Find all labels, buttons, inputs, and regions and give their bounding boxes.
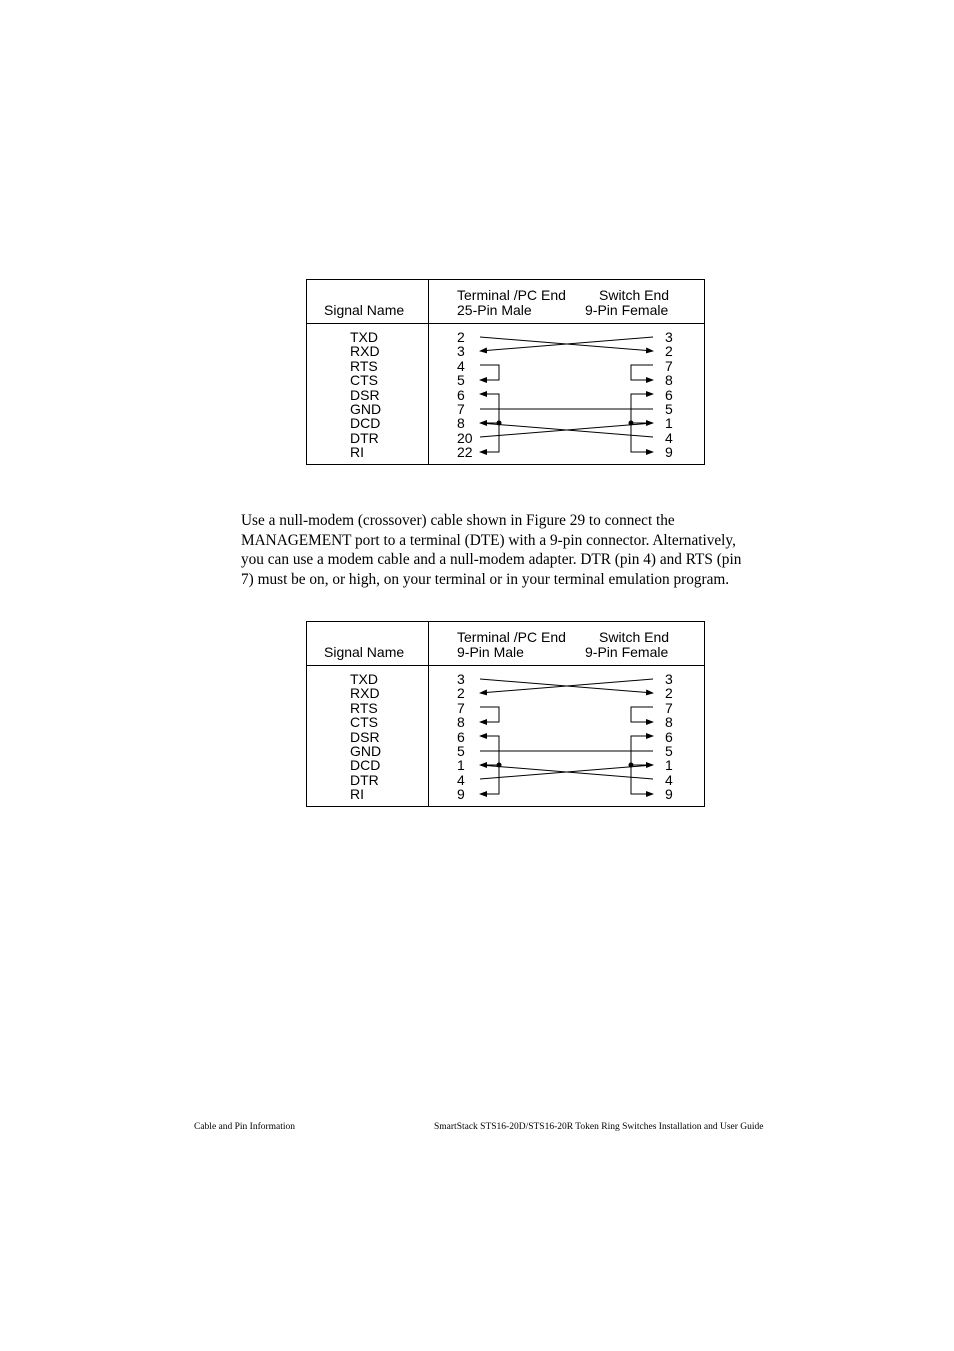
right-junction-dot <box>629 763 634 768</box>
paragraph-line: Use a null-modem (crossover) cable shown in Figure 29 to connect the <box>241 512 675 529</box>
signal-name: RXD <box>350 685 380 702</box>
switch-pin: 9 <box>665 444 673 461</box>
left-junction-dot <box>497 421 502 426</box>
switch-pin: 8 <box>665 714 673 731</box>
signal-name: RXD <box>350 343 380 360</box>
footer-document-title: SmartStack STS16-20D/STS16-20R Token Ring Switches Installation and User Guide <box>434 1122 764 1132</box>
terminal-end-header: Terminal /PC End <box>457 629 566 645</box>
signal-name: GND <box>350 742 382 759</box>
switch-pin: 3 <box>665 671 673 687</box>
left-ri-wire <box>480 765 499 794</box>
signal-name: DSR <box>350 386 380 403</box>
switch-pin: 5 <box>665 400 673 417</box>
signal-name: DTR <box>350 429 379 446</box>
left-rts-cts-loop <box>480 365 499 380</box>
signal-name: RI <box>350 786 364 803</box>
terminal-pin: 2 <box>457 329 465 345</box>
footer-section-title: Cable and Pin Information <box>194 1122 296 1132</box>
switch-pin: 1 <box>665 415 673 432</box>
terminal-pin: 8 <box>457 714 465 731</box>
right-rts-cts-loop <box>631 707 653 722</box>
right-junction-dot <box>629 421 634 426</box>
terminal-pin: 4 <box>457 771 465 788</box>
terminal-pin: 5 <box>457 742 465 759</box>
signal-name: RI <box>350 444 364 461</box>
right-ri-wire <box>631 765 653 794</box>
left-rts-cts-loop <box>480 707 499 722</box>
signal-name: RTS <box>350 357 378 374</box>
switch-pin: 9 <box>665 786 673 803</box>
terminal-connector-header: 25-Pin Male <box>457 302 532 318</box>
signal-name: TXD <box>350 329 378 345</box>
terminal-end-header: Terminal /PC End <box>457 287 566 303</box>
body-paragraph <box>241 511 771 589</box>
terminal-pin: 3 <box>457 343 465 360</box>
paragraph-line: 7) must be on, or high, on your terminal or in your terminal emulation program. <box>241 570 730 588</box>
terminal-pin: 9 <box>457 786 465 803</box>
switch-connector-header: 9-Pin Female <box>585 302 669 318</box>
terminal-pin: 6 <box>457 728 465 745</box>
paragraph-line: MANAGEMENT port to a terminal (DTE) with a 9-pin connector. Alternatively, <box>241 531 736 549</box>
terminal-pin: 4 <box>457 357 465 374</box>
terminal-pin: 3 <box>457 671 465 687</box>
wiring-lines <box>307 622 706 808</box>
signal-name: TXD <box>350 671 378 687</box>
switch-pin: 5 <box>665 742 673 759</box>
signal-name: RTS <box>350 699 378 716</box>
signal-name-header: Signal Name <box>324 644 405 660</box>
terminal-pin: 5 <box>457 372 465 389</box>
switch-pin: 4 <box>665 429 673 446</box>
right-ri-wire <box>631 423 653 452</box>
switch-pin: 4 <box>665 771 673 788</box>
terminal-pin: 1 <box>457 757 465 774</box>
terminal-pin: 2 <box>457 685 465 702</box>
terminal-pin: 7 <box>457 699 465 716</box>
switch-pin: 8 <box>665 372 673 389</box>
signal-name: DTR <box>350 771 379 788</box>
switch-connector-header: 9-Pin Female <box>585 644 669 660</box>
switch-pin: 6 <box>665 386 673 403</box>
wiring-lines <box>307 280 706 466</box>
switch-pin: 6 <box>665 728 673 745</box>
terminal-pin: 7 <box>457 400 465 417</box>
switch-pin: 1 <box>665 757 673 774</box>
switch-pin: 7 <box>665 357 673 374</box>
terminal-pin: 8 <box>457 415 465 432</box>
right-rts-cts-loop <box>631 365 653 380</box>
signal-name-header: Signal Name <box>324 302 405 318</box>
left-ri-wire <box>480 423 499 452</box>
signal-name: CTS <box>350 714 378 731</box>
paragraph-line: you can use a modem cable and a null-modem adapter. DTR (pin 4) and RTS (pin <box>241 551 742 568</box>
signal-name: GND <box>350 400 382 417</box>
signal-name: DCD <box>350 415 381 432</box>
switch-pin: 2 <box>665 343 673 360</box>
switch-pin: 2 <box>665 685 673 702</box>
pinout-diagram-9-to-9 <box>306 621 705 807</box>
terminal-pin: 6 <box>457 386 465 403</box>
terminal-pin: 22 <box>457 444 473 461</box>
left-junction-dot <box>497 763 502 768</box>
switch-pin: 7 <box>665 699 673 716</box>
signal-name: DCD <box>350 757 381 774</box>
switch-end-header: Switch End <box>599 629 670 645</box>
signal-name: DSR <box>350 728 380 745</box>
switch-pin: 3 <box>665 329 673 345</box>
terminal-connector-header: 9-Pin Male <box>457 644 524 660</box>
pinout-diagram-25-to-9 <box>306 279 705 465</box>
switch-end-header: Switch End <box>599 287 670 303</box>
signal-name: CTS <box>350 372 378 389</box>
terminal-pin: 20 <box>457 429 473 446</box>
